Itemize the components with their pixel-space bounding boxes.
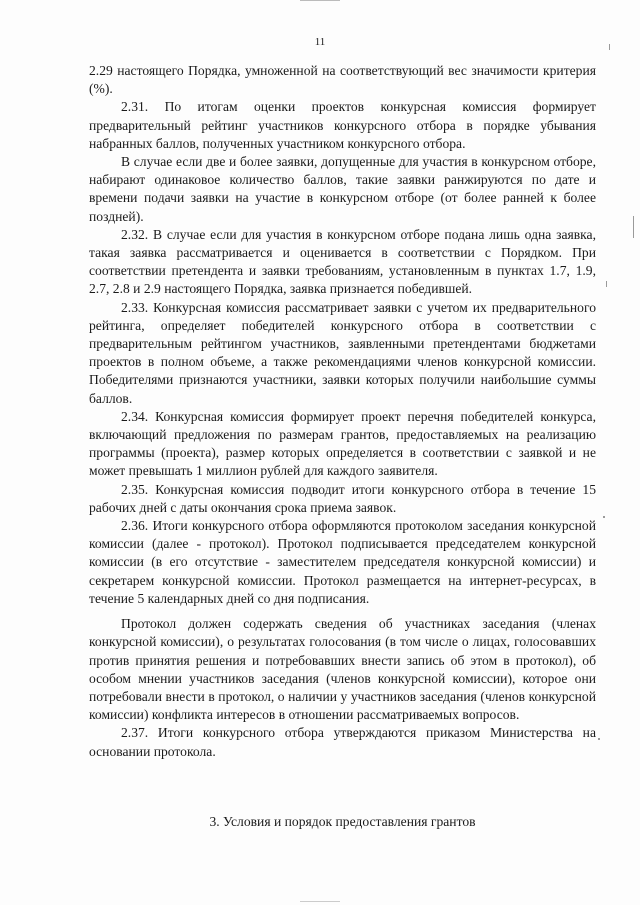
scan-artifact-bottom	[300, 901, 340, 902]
paragraph-2-35: 2.35. Конкурсная комиссия подводит итоги конкурсного отбора в течение 15 рабочих дней с даты окончания срока приема заявок.	[89, 481, 596, 515]
paragraph-2-31: 2.31. По итогам оценки проектов конкурсная комиссия формирует предварительный рейтинг участников конкурсного отбора в порядке убывания набранных баллов, полученных участником конкурсного отбора.	[89, 99, 596, 151]
scan-artifact-mark-right-1	[609, 44, 610, 50]
paragraph-protocol-contents: Протокол должен содержать сведения об участниках заседания (членах конкурсной комиссии), о результатах голосования (в том числе о лицах, голосовавших против принятия решения и потребовавших внести запись об этом в протокол), об особом мнении участников заседания (членов конкурсной комиссии), которое они потребовали внести в протокол, о наличии у участников заседания (членов конкурсной комиссии) конфликта интересов в отношении рассматриваемых вопросов.	[89, 616, 596, 723]
page-number: 11	[314, 36, 326, 48]
paragraph-2-29-continuation: 2.29 настоящего Порядка, умноженной на соответствующий вес значимости критерия (%).	[89, 63, 596, 97]
paragraph-2-37: 2.37. Итоги конкурсного отбора утверждаются приказом Министерства на основании протокола.	[89, 725, 596, 759]
scan-artifact-mark-right-2	[633, 216, 634, 238]
scan-artifact-mark-right-4	[603, 516, 605, 518]
paragraph-2-36: 2.36. Итоги конкурсного отбора оформляются протоколом заседания конкурсной комиссии (далее - протокол). Протокол подписывается председателем конкурсной комиссии (в его отсутствие - заместителем председателя конкурсной комиссии) и секретарем конкурсной комиссии. Протокол размещается на интернет-ресурсах, в течение 5 календарных дней со дня подписания.	[89, 518, 596, 606]
document-body	[89, 62, 596, 761]
paragraph-2-33: 2.33. Конкурсная комиссия рассматривает заявки с учетом их предварительного рейтинга, определяет победителей конкурсного отбора в соответствии с предварительным рейтингом участников, заявленными претендентами бюджетами проектов в полном объеме, а также рекомендациями членов конкурсной комиссии. Победителями признаются участники, заявки которых получили наибольшие суммы баллов.	[89, 299, 596, 406]
scan-artifact-mark-right-3	[606, 281, 607, 287]
paragraph-equal-scores: В случае если две и более заявки, допущенные для участия в конкурсном отборе, набирают одинаковое количество баллов, такие заявки ранжируются по дате и времени подачи заявки на участие в конкурсном отборе (от более ранней к более поздней).	[89, 154, 596, 224]
scan-artifact-top	[300, 0, 340, 1]
section-heading: 3. Условия и порядок предоставления грантов	[209, 814, 476, 829]
paragraph-2-32: 2.32. В случае если для участия в конкурсном отборе подана лишь одна заявка, такая заявка рассматривается и оценивается в соответствии с Порядком. При соответствии претендента и заявки требованиям, установленным в пунктах 1.7, 1.9, 2.7, 2.8 и 2.9 настоящего Порядка, заявка признается победившей.	[89, 226, 596, 297]
scan-artifact-mark-right-5	[598, 738, 600, 740]
paragraph-2-34: 2.34. Конкурсная комиссия формирует проект перечня победителей конкурса, включающий предложения по размерам грантов, предоставляемых на реализацию программы (проекта), размер которых определяется в соответствии с заявкой и не может превышать 1 миллион рублей для каждого заявителя.	[89, 408, 596, 479]
